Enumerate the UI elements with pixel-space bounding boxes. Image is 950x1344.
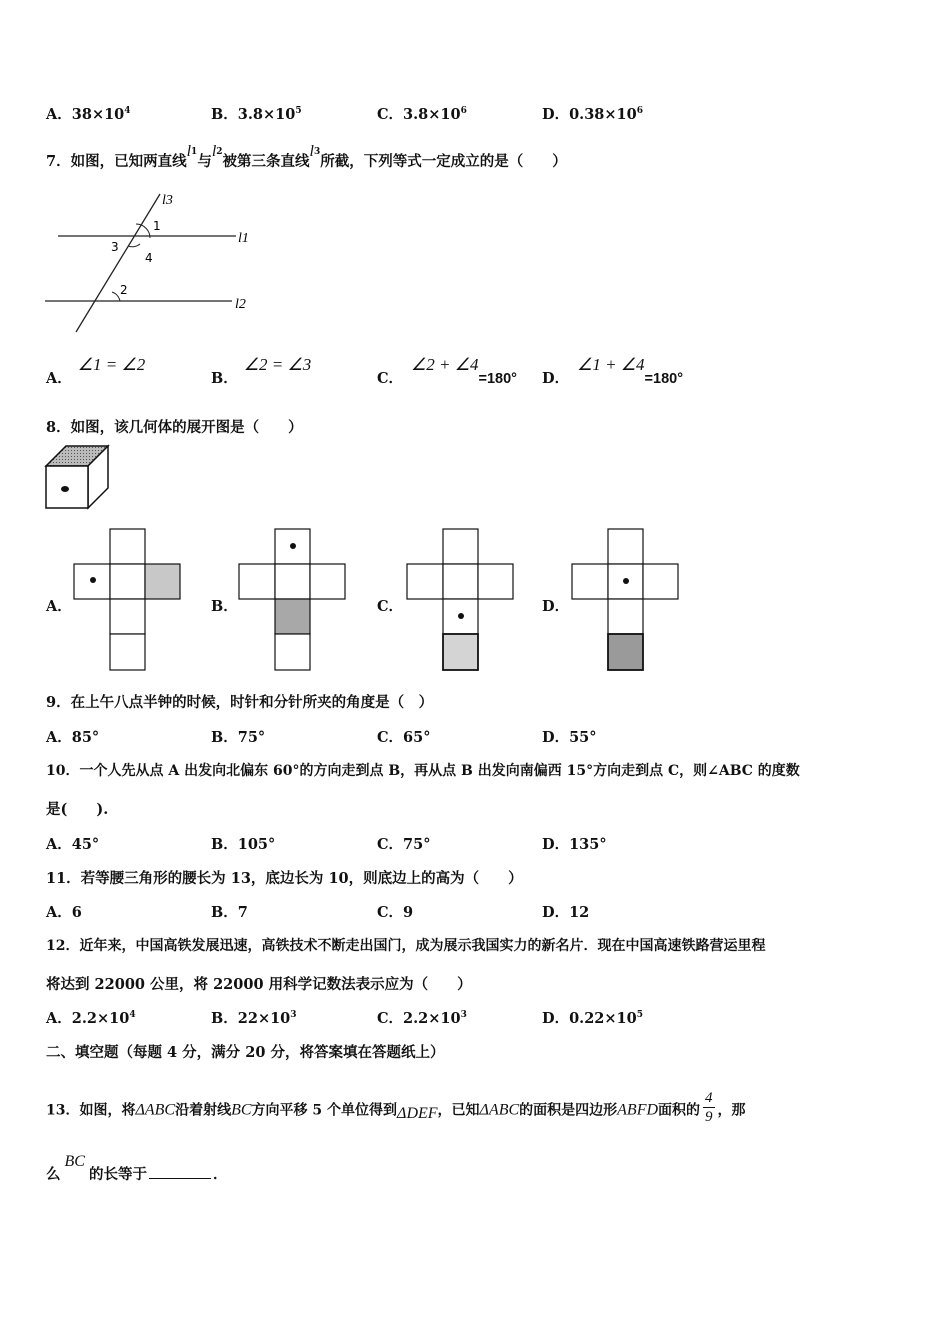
net-b-shaded-face bbox=[275, 599, 310, 634]
net-option-b bbox=[237, 528, 349, 673]
net-option-a bbox=[72, 528, 184, 673]
section-2-heading: 二、填空题（每题 4 分，满分 20 分，将答案填在答题纸上） bbox=[46, 1044, 445, 1061]
q9-option-d: D．55° bbox=[542, 729, 597, 746]
q11-option-a: A．6 bbox=[46, 904, 82, 921]
q10-option-a: A．45° bbox=[46, 836, 100, 853]
net-d-dot bbox=[623, 578, 629, 584]
label-l2: l2 bbox=[235, 297, 246, 312]
net-option-c bbox=[405, 528, 517, 673]
question-8-stem: 8．如图，该几何体的展开图是（ ） bbox=[46, 419, 303, 436]
q7-option-d: D．∠1 + ∠4=180° bbox=[542, 355, 683, 387]
question-11-stem: 11．若等腰三角形的腰长为 13，底边长为 10，则底边上的高为（ ） bbox=[46, 870, 523, 887]
question-12-line-2: 将达到 22000 公里，将 22000 用科学记数法表示应为（ ） bbox=[46, 976, 472, 993]
question-9-stem: 9．在上午八点半钟的时候，时针和分针所夹的角度是（ ） bbox=[46, 694, 434, 711]
label-l3: l3 bbox=[162, 193, 173, 208]
q12-option-c: C．$2.2\times 10^3$ bbox=[377, 1010, 467, 1027]
question-13-line-1: 13．如图，将ΔABC沿着射线BC方向平移 5 个单位得到ΔDEF，已知ΔABC的面积是四边形ABFD面积的 $\frac{4}{9}$ ，那 bbox=[46, 1090, 746, 1125]
q12-option-a: A．$2.2\times 10^4$ bbox=[46, 1010, 136, 1027]
question-13-line-2: 么BC的长等于 ． bbox=[46, 1153, 228, 1183]
q7-option-a: A．∠1 = ∠2 bbox=[46, 355, 146, 387]
net-a-dot bbox=[90, 577, 96, 583]
label-angle-1: 1 bbox=[153, 219, 161, 233]
label-angle-4: 4 bbox=[145, 251, 153, 265]
net-a-shaded-face bbox=[145, 564, 180, 599]
q11-option-c: C．9 bbox=[377, 904, 414, 921]
net-c-dot bbox=[458, 613, 464, 619]
question-10-line-1: 10．一个人先从点 A 出发向北偏东 60°的方向走到点 B，再从点 B 出发向南偏西 15°方向走到点 C，则∠ABC 的度数 bbox=[46, 763, 800, 779]
q8-option-d-label: D． bbox=[542, 598, 570, 615]
q10-option-b: B．105° bbox=[211, 836, 276, 853]
q11-option-d: D．12 bbox=[542, 904, 590, 921]
question-7-stem: 7．如图，已知两直线$l^1$与$l^2$被第三条直线$l^3$所截，下列等式一定成立的是（ ） bbox=[46, 143, 567, 170]
q11-option-b: B．7 bbox=[211, 904, 248, 921]
parallel-lines-figure bbox=[40, 188, 260, 338]
net-c-shaded-face bbox=[443, 634, 478, 670]
q10-option-c: C．75° bbox=[377, 836, 431, 853]
q7-option-b: B．∠2 = ∠3 bbox=[211, 355, 312, 387]
label-angle-2: 2 bbox=[120, 283, 128, 297]
label-angle-3: 3 bbox=[111, 240, 119, 254]
q10-option-d: D．135° bbox=[542, 836, 607, 853]
net-option-d bbox=[570, 528, 682, 673]
question-10-line-2: 是( ). bbox=[46, 801, 109, 818]
label-l1: l1 bbox=[238, 231, 249, 246]
q6-option-a: A．$38\times 10^4$ bbox=[46, 106, 131, 123]
net-d-shaded-face bbox=[608, 634, 643, 670]
question-12-line-1: 12．近年来，中国高铁发展迅速，高铁技术不断走出国门，成为展示我国实力的新名片．现在中国高速铁路营运里程 bbox=[46, 938, 766, 954]
cube-dot bbox=[61, 486, 69, 492]
q9-option-c: C．65° bbox=[377, 729, 431, 746]
q9-option-b: B．75° bbox=[211, 729, 266, 746]
cube-figure bbox=[44, 444, 114, 512]
angle-2-arc bbox=[112, 292, 120, 301]
q8-option-a-label: A． bbox=[46, 598, 72, 615]
q7-option-c: C．∠2 + ∠4=180° bbox=[377, 355, 517, 387]
fraction-4-9: $\frac{4}{9}$ bbox=[705, 1090, 713, 1125]
answer-blank[interactable] bbox=[149, 1178, 211, 1179]
q6-option-d: D．$0.38\times 10^6$ bbox=[542, 106, 643, 123]
net-b-dot bbox=[290, 543, 296, 549]
q8-option-b-label: B． bbox=[211, 598, 238, 615]
q6-option-b: B．$3.8\times 10^5$ bbox=[211, 106, 302, 123]
q12-option-b: B．$22\times 10^3$ bbox=[211, 1010, 297, 1027]
q8-option-c-label: C． bbox=[377, 598, 404, 615]
q6-option-c: C．$3.8\times 10^6$ bbox=[377, 106, 467, 123]
q12-option-d: D．$0.22\times 10^5$ bbox=[542, 1010, 643, 1027]
q9-option-a: A．85° bbox=[46, 729, 100, 746]
